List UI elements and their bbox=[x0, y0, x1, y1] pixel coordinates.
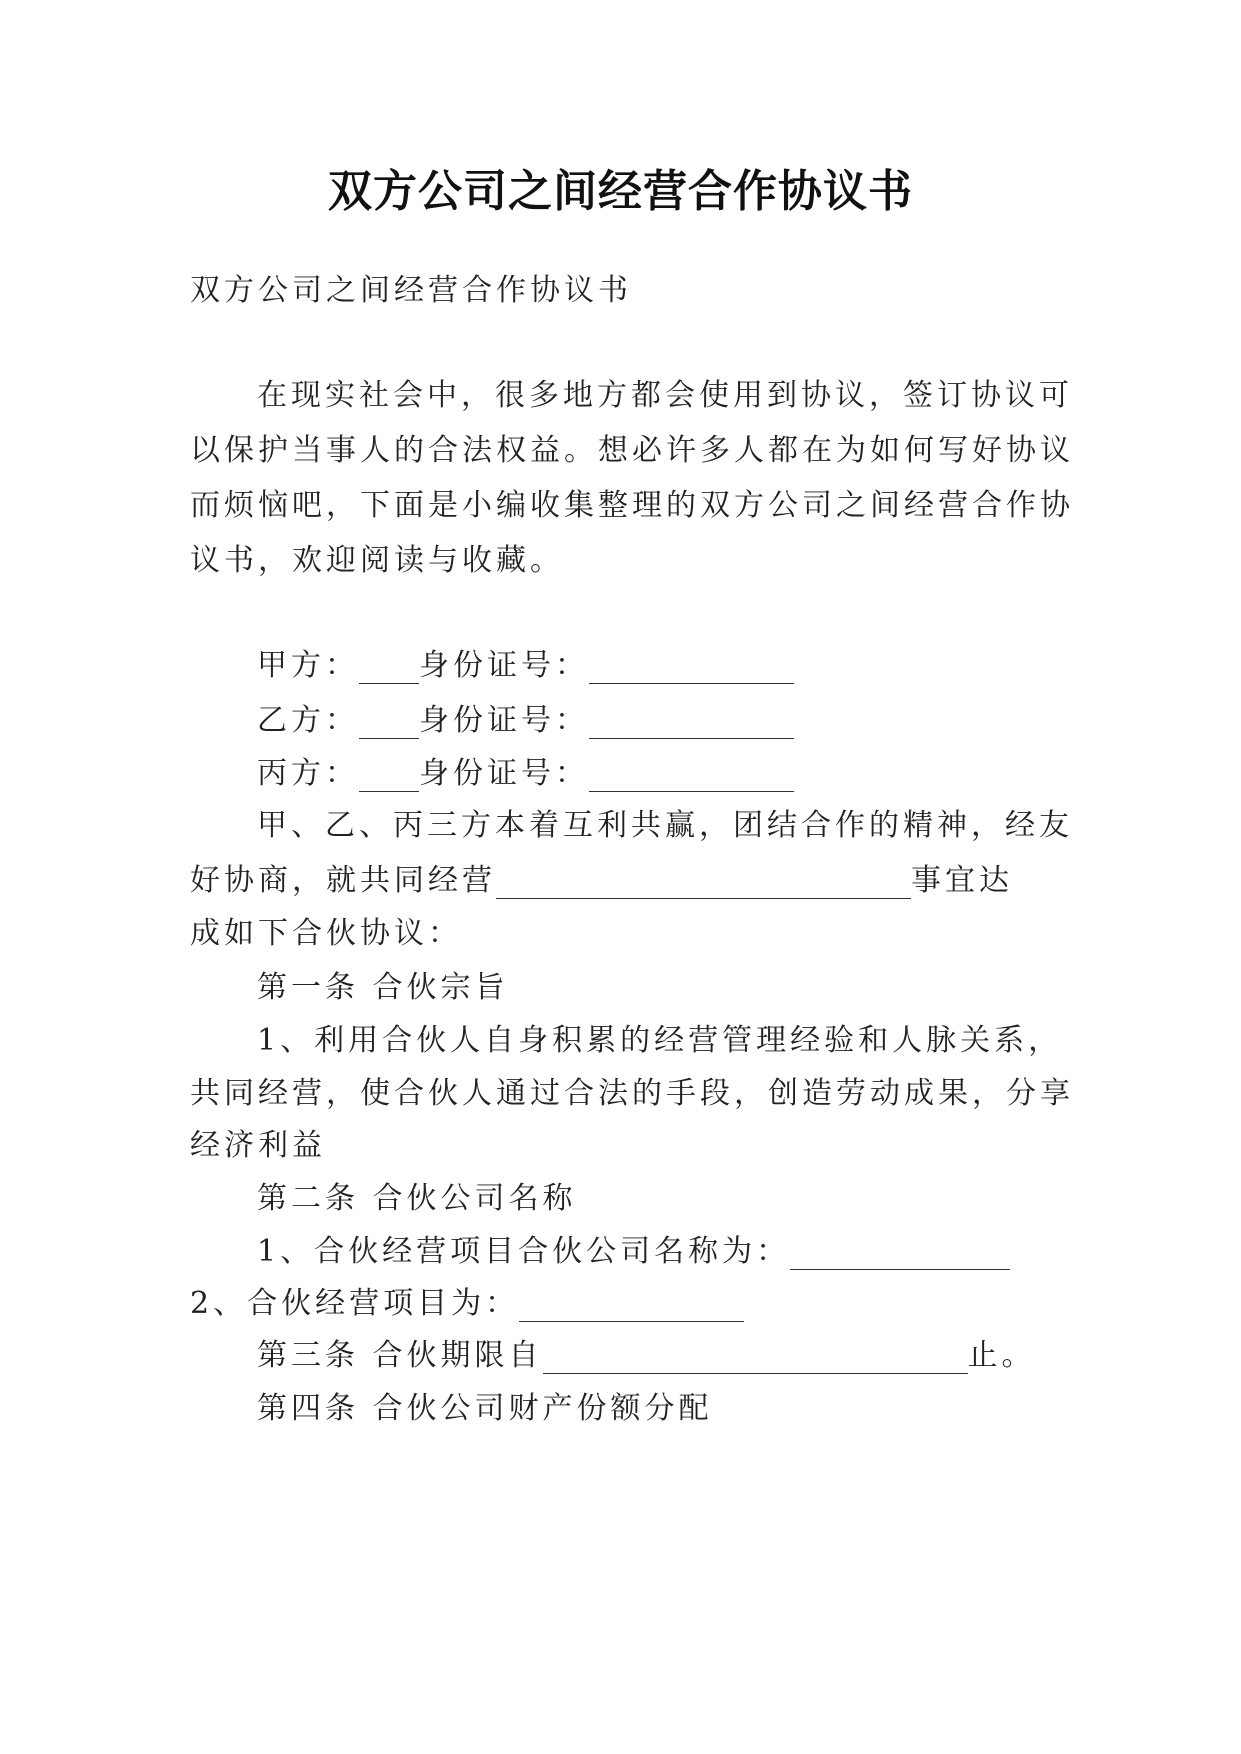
party-b-label: 乙方： bbox=[257, 703, 359, 738]
preamble-line-2 bbox=[190, 855, 1013, 899]
article-3-line bbox=[257, 1330, 1036, 1374]
party-a-id-label: 身份证号： bbox=[419, 648, 589, 683]
article-2-item-2 bbox=[190, 1278, 744, 1322]
party-b-id-blank[interactable] bbox=[589, 706, 794, 739]
article-2-item-1 bbox=[257, 1226, 1010, 1270]
article-1-item-1-line-1: 1、利用合伙人自身积累的经营管理经验和人脉关系， bbox=[257, 1023, 1063, 1058]
article-2-heading: 第二条 合伙公司名称 bbox=[257, 1181, 577, 1216]
party-a-row bbox=[257, 640, 794, 684]
party-c-id-blank[interactable] bbox=[589, 759, 794, 792]
intro-line-3: 而烦恼吧，下面是小编收集整理的双方公司之间经营合作协 bbox=[190, 488, 1074, 523]
party-c-name-blank[interactable] bbox=[359, 759, 419, 792]
article-1-heading: 第一条 合伙宗旨 bbox=[257, 970, 509, 1005]
article-3-end: 止。 bbox=[967, 1338, 1036, 1373]
party-a-id-blank[interactable] bbox=[589, 651, 794, 684]
term-blank[interactable] bbox=[543, 1341, 968, 1374]
party-b-id-label: 身份证号： bbox=[419, 703, 589, 738]
preamble-line-2-start: 好协商，就共同经营 bbox=[190, 863, 496, 898]
preamble-line-3: 成如下合伙协议： bbox=[190, 916, 462, 951]
party-b-name-blank[interactable] bbox=[359, 706, 419, 739]
party-a-label: 甲方： bbox=[257, 648, 359, 683]
article-2-item-2-text: 2、合伙经营项目为： bbox=[190, 1286, 520, 1321]
article-1-item-1-line-2: 共同经营，使合伙人通过合法的手段，创造劳动成果，分享 bbox=[190, 1076, 1074, 1111]
preamble-line-2-end: 事宜达 bbox=[911, 863, 1013, 898]
article-3-start: 第三条 合伙期限自 bbox=[257, 1338, 543, 1373]
preamble-line-1: 甲、乙、丙三方本着互利共赢，团结合作的精神，经友 bbox=[257, 808, 1073, 843]
party-a-name-blank[interactable] bbox=[359, 651, 419, 684]
party-c-row bbox=[257, 748, 794, 792]
article-1-item-1-line-3: 经济利益 bbox=[190, 1128, 326, 1163]
party-b-row bbox=[257, 695, 794, 739]
article-4-heading: 第四条 合伙公司财产份额分配 bbox=[257, 1391, 713, 1426]
party-c-id-label: 身份证号： bbox=[419, 756, 589, 791]
subtitle: 双方公司之间经营合作协议书 bbox=[190, 273, 632, 308]
party-c-label: 丙方： bbox=[257, 756, 359, 791]
intro-line-4: 议书，欢迎阅读与收藏。 bbox=[190, 543, 564, 578]
intro-line-2: 以保护当事人的合法权益。想必许多人都在为如何写好协议 bbox=[190, 433, 1074, 468]
intro-line-1: 在现实社会中，很多地方都会使用到协议，签订协议可 bbox=[257, 378, 1073, 413]
article-2-item-1-text: 1、合伙经营项目合伙公司名称为： bbox=[257, 1234, 791, 1269]
business-blank[interactable] bbox=[496, 866, 911, 899]
company-name-blank[interactable] bbox=[790, 1237, 1010, 1270]
project-blank[interactable] bbox=[519, 1289, 744, 1322]
page-title: 双方公司之间经营合作协议书 bbox=[328, 166, 913, 217]
